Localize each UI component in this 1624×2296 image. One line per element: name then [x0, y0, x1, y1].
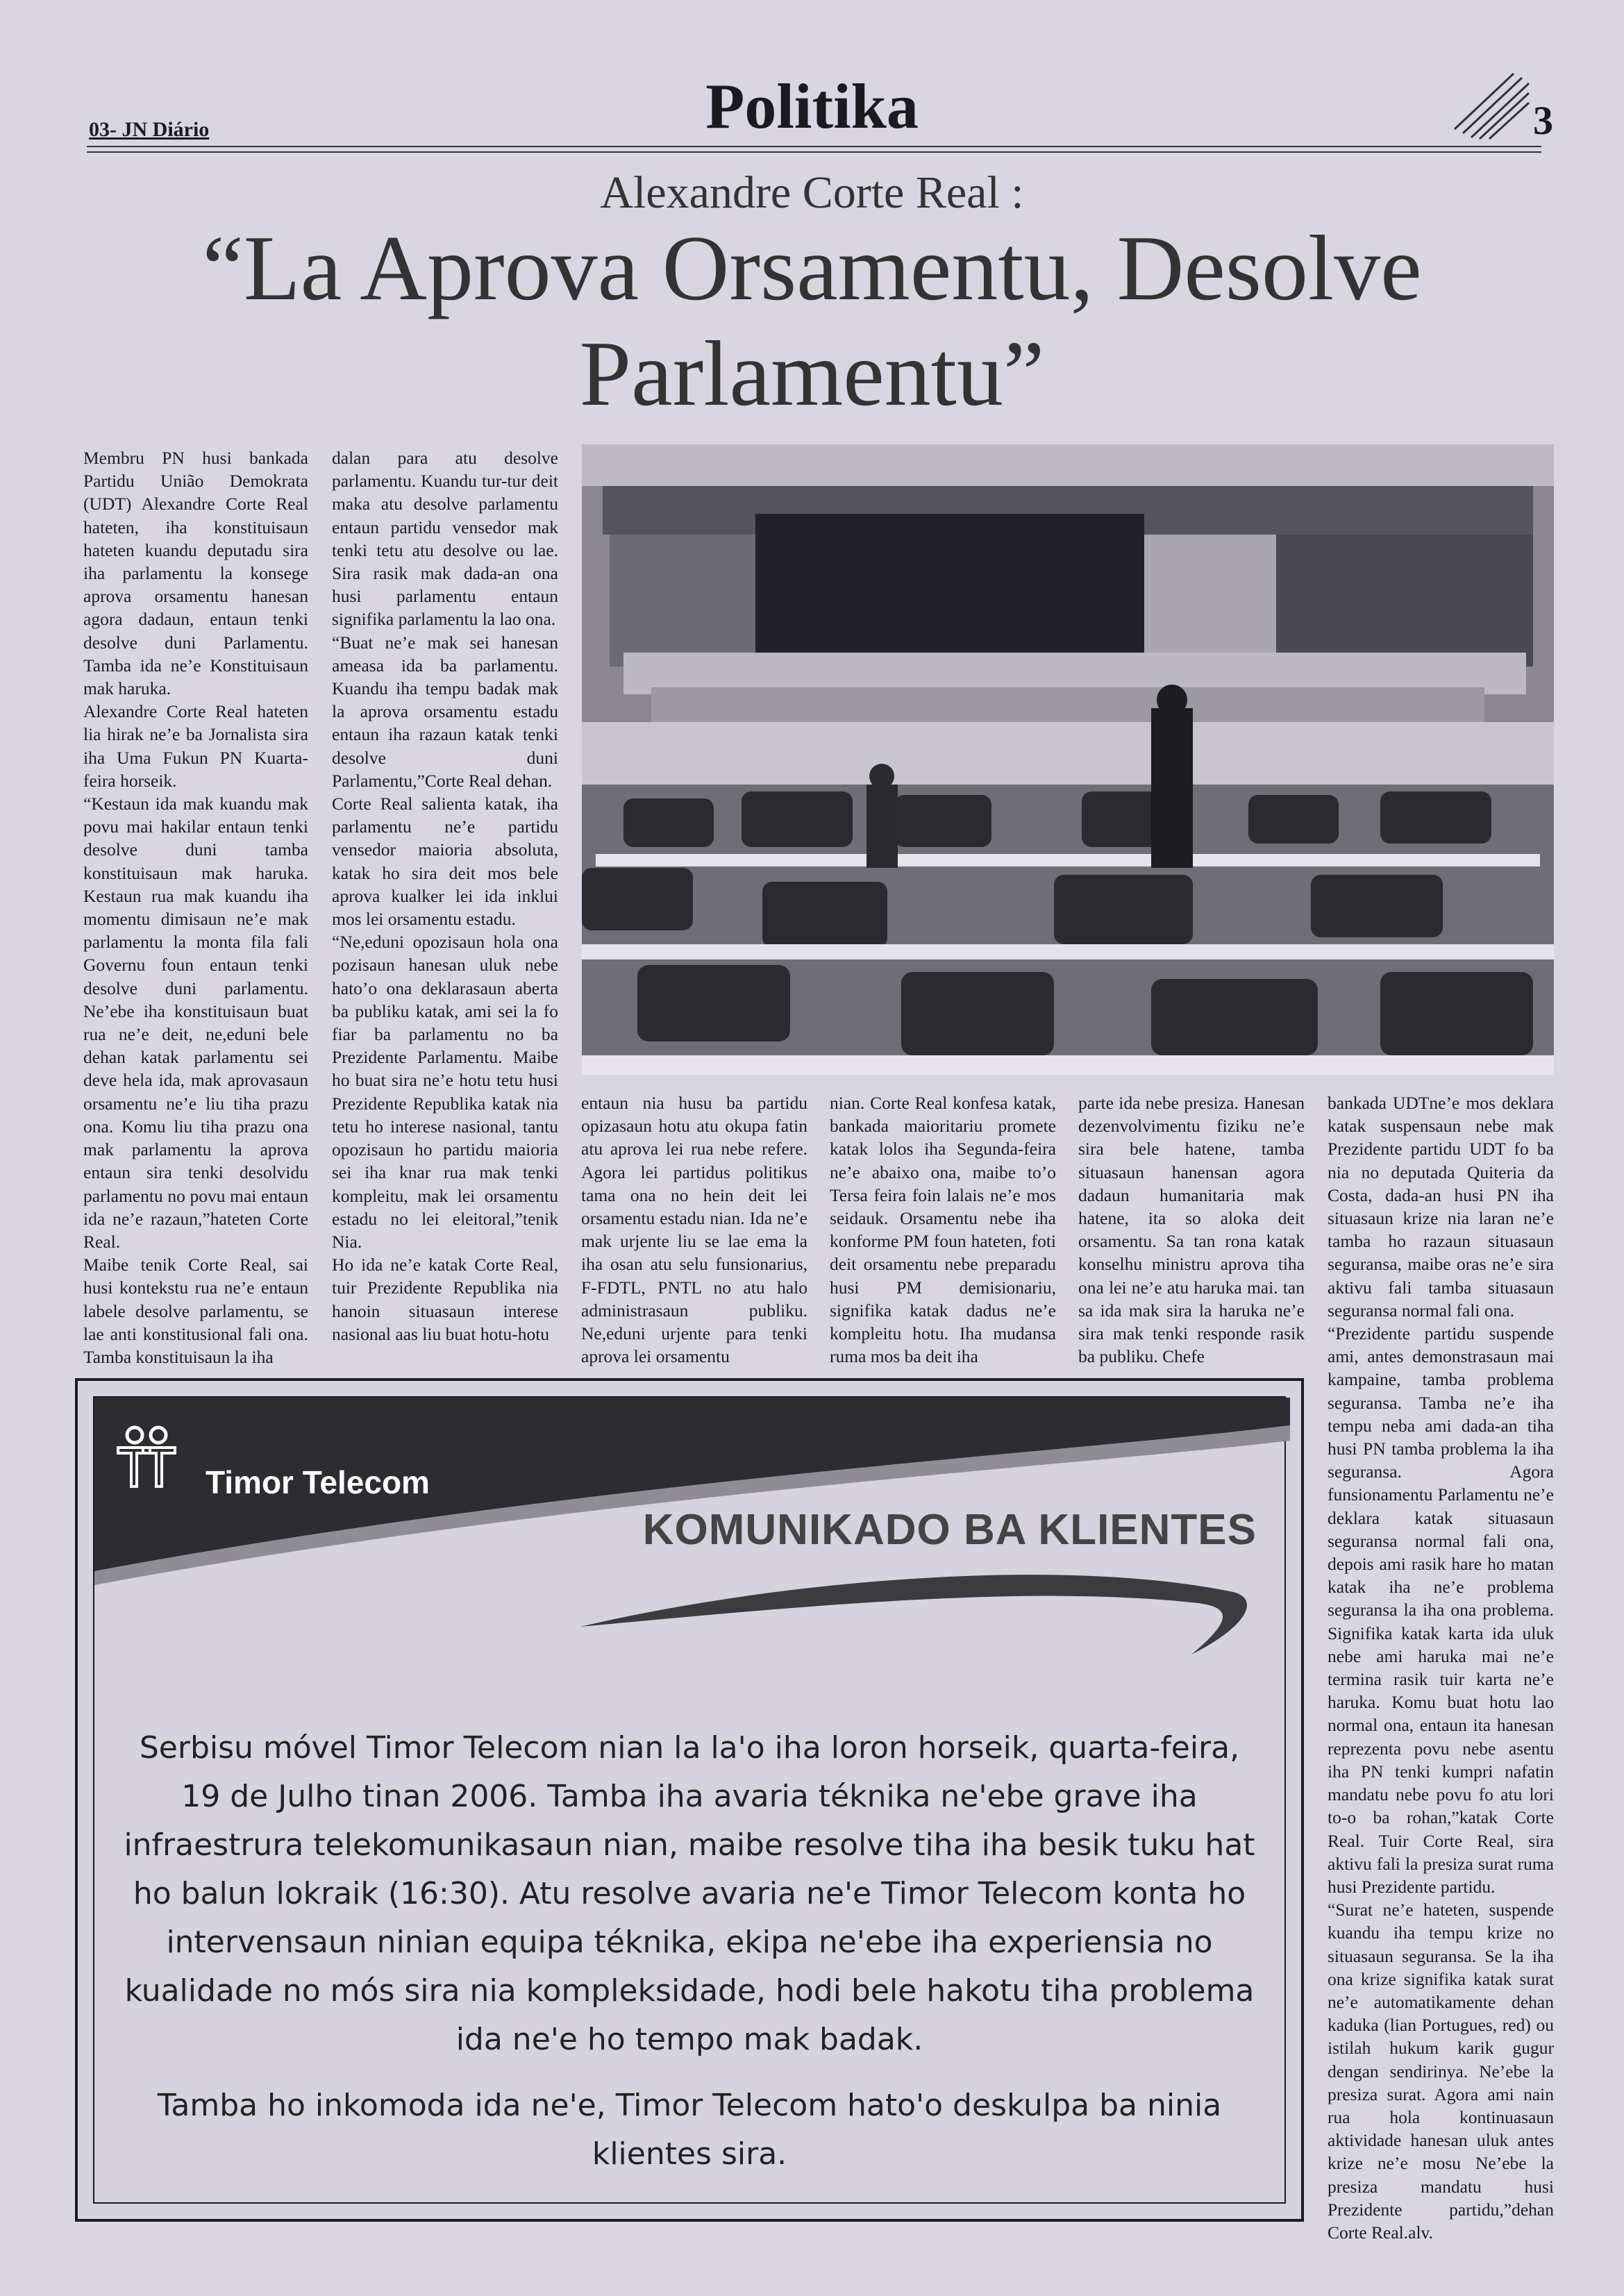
hatch-ornament-icon	[1448, 67, 1530, 140]
article-column-2	[332, 446, 558, 1370]
article-column-1	[83, 446, 308, 1370]
header-rule	[87, 146, 1541, 153]
article-column-5	[1078, 1091, 1305, 1369]
ad-brand-name: Timor Telecom	[206, 1464, 430, 1500]
article-column-6	[1328, 1091, 1554, 2243]
article-column-3	[581, 1091, 807, 1369]
paragraph: “Ne,eduni opozisaun hola ona pozisaun hanesan uluk nebe hato’o ona deklarasaun aberta ba publiku katak, ami sei la fo fiar ba parlamentu no ba Prezidente Parlamentu. Maibe ho buat sira ne’e hotu tetu husi Prezidente Republika katak nia tetu ho interese nasional, tantu opozisaun ho partidu maioria sei iha knar rua mak tenki kompleitu, mak lei orsamentu estadu no lei eleitoral,”tenik Nia.	[332, 932, 558, 1252]
ad-footer-text: Tamba ho inkomoda ida ne'e, Timor Telecom hato'o deskulpa ba ninia klientes sira.	[157, 2088, 1222, 2172]
timor-telecom-logo-icon	[115, 1425, 199, 1489]
paragraph: parte ida nebe presiza. Hanesan dezenvolvimentu fiziku ne’e sira bele hatene, tamba situasaun hanensan agora dadaun humanitaria mak hatene, ita so aloka deit orsamentu. Sa tan rona katak konselhu ministru aprova tiha ona lei ne’e atu haruka mai. tan sa ida mak sira la haruka ne’e sira mak tenki responde rasik ba publiku. Chefe	[1078, 1093, 1305, 1367]
article-column-4	[830, 1091, 1056, 1369]
swoosh-ornament-icon	[580, 1550, 1275, 1661]
paragraph: Alexandre Corte Real hateten lia hirak ne’e ba Jornalista sira iha Uma Fukun PN Kuarta-feira horseik.	[83, 701, 308, 791]
article-kicker: Alexandre Corte Real :	[600, 167, 1024, 218]
paragraph: “Prezidente partidu suspende ami, antes demonstrasaun mai kampaine, tamba problema seguransa. Tamba ne’e iha tempu neba ami dada-an tiha husi PN tamba problema la iha seguransa. Agora funsionamentu Parlamentu ne’e deklara katak situasaun seguransa normal fali ona, depois ami rasik hare ho matan katak iha ne’e problema seguransa la iha ona problema. Signifika katak karta ida uluk nebe ami haruka mai ne’e termina rasik tuir karta ne’e haruka. Komu buat hotu lao normal ona, entaun ita hanesan reprezenta povu nebe asentu iha PN tenki kumpri nafatin mandatu nebe povu fo atu lori to-o ba rohan,”katak Corte Real. Tuir Corte Real, sira aktivu fali la presiza surat ruma husi Prezidente partidu.	[1328, 1323, 1554, 1897]
paragraph: “Buat ne’e mak sei hanesan ameasa ida ba parlamentu. Kuandu iha tempu badak mak la aprova orsamentu estadu entaun iha razaun katak tenki desolve duni Parlamentu,”Corte Real dehan.	[332, 632, 558, 791]
paragraph: Maibe tenik Corte Real, sai husi kontekstu rua ne’e entaun labele desolve parlamentu, se lae anti konstitusional fali ona. Tamba konstituisaun la iha	[83, 1255, 308, 1367]
paragraph: entaun nia husu ba partidu opizasaun hotu atu okupa fatin atu aprova lei rua nebe refere. Agora lei partidus politikus tama ona no hein deit lei orsamentu estadu nian. Ida ne’e mak urjente liu se lae ema la iha osan atu selu funsionarius, F-FDTL, PNTL no atu halo administrasaun publiku. Ne,eduni urjente para tenki aprova lei orsamentu	[581, 1093, 807, 1367]
page-number: 3	[1533, 98, 1553, 143]
paragraph: Membru PN husi bankada Partidu União Demokrata (UDT) Alexandre Corte Real hateten, iha konstituisaun hateten kuandu deputadu sira iha parlamentu la konsege aprova orsamentu hanesan agora dadaun, entaun tenki desolve duni Parlamentu. Tamba ida ne’e Konstituisaun mak haruka.	[83, 448, 308, 699]
parliament-chamber-photo	[582, 444, 1554, 1075]
ad-inner-border	[93, 1396, 1286, 2204]
paragraph: bankada UDTne’e mos deklara katak suspensaun nebe mak Prezidente partidu UDT fo ba nia no deputada Quiteria da Costa, dada-an husi PN iha situasaun krize nia laran ne’e tamba ho razaun situasaun seguransa, maibe oras ne’e sira aktivu fali tamba situasaun seguransa normal fali ona.	[1328, 1093, 1554, 1321]
ad-heading: KOMUNIKADO BA KLIENTES	[642, 1506, 1257, 1554]
paragraph: “Kestaun ida mak kuandu mak povu mai hakilar entaun tenki desolve duni tamba konstituisaun mak haruka. Kestaun rua mak kuandu iha momentu dimisaun ne’e mak parlamentu la monta fila fali Governu foun entaun tenki desolve duni parlamentu. Ne’ebe iha konstituisaun buat rua ne’e deit, ne,eduni bele dehan katak parlamentu sei deve hela ida, mak aprovasaun orsamentu ne’e liu tiha prazu ona. Komu liu tiha prazu ona mak parlamentu la aprova entaun sira tenki desolvidu parlamentu no povu mai entaun ida ne’e razaun,”hateten Corte Real.	[83, 794, 308, 1252]
ad-body-text: Serbisu móvel Timor Telecom nian la la'o iha loron horseik, quarta-feira, 19 de Julho tinan 2006. Tamba iha avaria téknika ne'ebe grave iha infraestrura telekomunikasaun nian, maibe resolve tiha iha besik tuku hat ho balun lokraik (16:30). Atu resolve avaria ne'e Timor Telecom konta ho intervensaun ninian equipa téknika, ekipa ne'ebe iha experiensia no kualidade no mós sira nia kompleksidade, hodi bele hakotu tiha problema ida ne'e ho tempo mak badak.	[124, 1730, 1255, 2057]
paragraph: dalan para atu desolve parlamentu. Kuandu tur-tur deit maka atu desolve parlamentu entaun partidu vensedor mak tenki tetu atu desolve ou lae. Sira rasik mak dada-an ona husi parlamentu entaun signifika parlamentu la lao ona.	[332, 448, 558, 630]
paragraph: nian. Corte Real konfesa katak, bankada maioritariu promete katak lolos iha Segunda-feira ne’e abaixo ona, maibe to’o Tersa feira foin lalais ne’e mos seidauk. Orsamentu nebe iha konforme PM foun hateten, foti deit orsamentu nebe preparadu husi PM demisionariu, signifika katak dadus ne’e kompleitu hotu. Iha mudansa ruma mos ba deit iha	[830, 1093, 1056, 1367]
article-headline: “La Aprova Orsamentu, Desolve Parlamentu”	[202, 217, 1422, 425]
paragraph: “Surat ne’e hateten, suspende kuandu iha tempu krize no situasaun seguransa. Se la iha ona krize signifika katak surat ne’e automatikamente dehan kaduka (lian Portugues, red) ou istilah hukum karik gugur dengan sendirinya. Ne’ebe la presiza surat. Agora ami nain rua hola kontinuasaun aktividade hanesan uluk antes krize ne’e mosu Ne’ebe la presiza mandatu husi Prezidente partidu,”dehan Corte Real.alv.	[1328, 1900, 1554, 2243]
publication-label: 03- JN Diário	[89, 118, 210, 141]
paragraph: Corte Real salienta katak, iha parlamentu ne’e partidu vensedor maioria absoluta, katak ho sira deit mos bele aprova kualker lei ida inklui mos lei orsamentu estadu.	[332, 794, 558, 930]
timor-telecom-advertisement	[75, 1378, 1304, 2222]
section-title: Politika	[705, 71, 919, 142]
paragraph: Ho ida ne’e katak Corte Real, tuir Prezidente Republika nia hanoin situasaun interese nasional aas liu buat hotu-hotu	[332, 1255, 558, 1344]
